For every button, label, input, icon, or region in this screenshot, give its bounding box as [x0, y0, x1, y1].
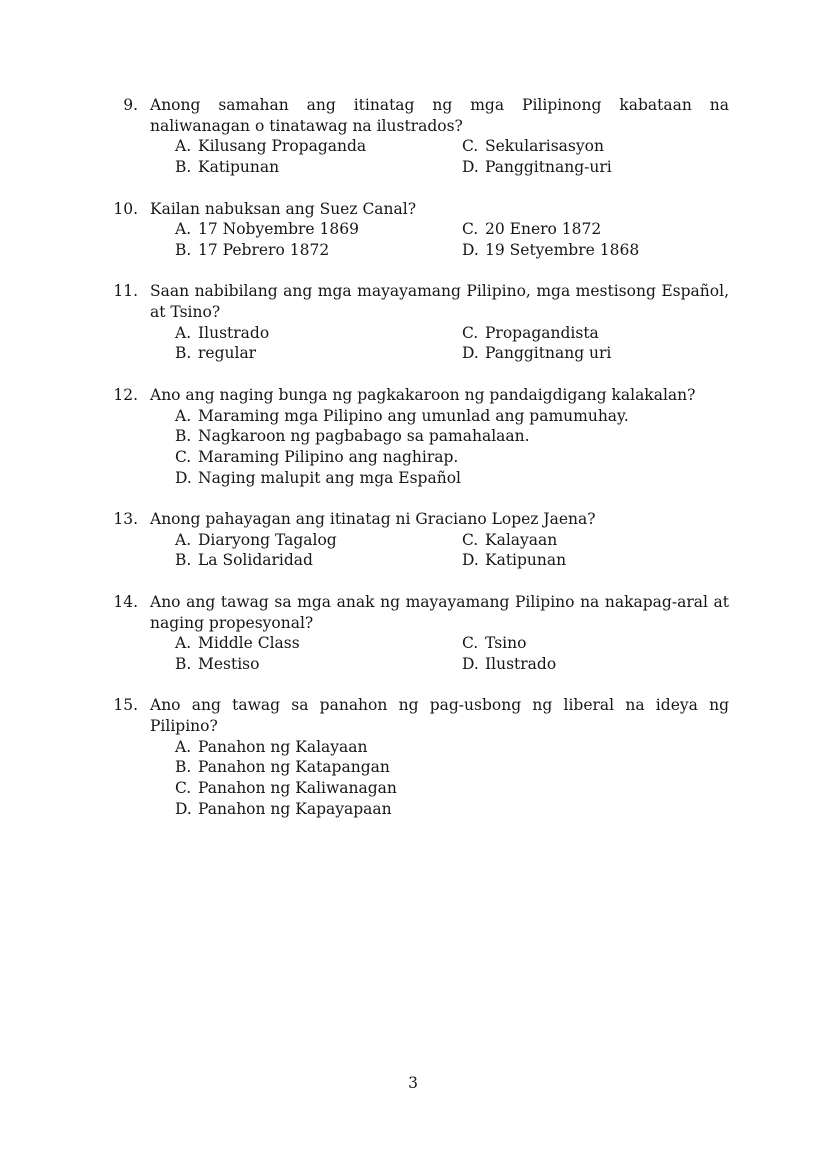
option-letter: A. — [175, 634, 192, 653]
answer-option — [462, 530, 729, 551]
question — [98, 385, 729, 489]
question-number: 14. — [113, 592, 138, 611]
answer-option — [175, 240, 462, 261]
option-list — [175, 633, 729, 674]
question-body — [150, 592, 729, 675]
question-body — [150, 199, 729, 261]
answer-option — [175, 219, 462, 240]
option-letter: C. — [462, 220, 479, 239]
option-text: regular — [198, 344, 257, 363]
answer-option — [175, 530, 462, 551]
option-letter: B. — [175, 344, 192, 363]
question-text: Ano ang naging bunga ng pagkakaroon ng pandaigdigang kalakalan? — [150, 385, 696, 404]
option-text: Maraming mga Pilipino ang umunlad ang pamumuhay. — [198, 406, 629, 425]
question-number: 11. — [113, 282, 138, 301]
option-letter: D. — [175, 799, 192, 818]
page-number: 3 — [408, 1074, 418, 1092]
option-text: Propagandista — [485, 323, 599, 342]
answer-option — [175, 550, 462, 571]
option-text: La Solidaridad — [198, 551, 313, 570]
question-body — [150, 695, 729, 819]
question-number: 10. — [113, 199, 138, 218]
answer-option — [175, 633, 462, 654]
answer-option — [175, 426, 729, 447]
option-text: Kalayaan — [485, 530, 558, 549]
option-text: Sekularisasyon — [485, 137, 604, 156]
option-text: Panahon ng Kalayaan — [198, 737, 368, 756]
option-text: Nagkaroon ng pagbabago sa pamahalaan. — [198, 427, 530, 446]
option-text: Middle Class — [198, 634, 300, 653]
option-text: Mestiso — [198, 654, 260, 673]
option-letter: B. — [175, 551, 192, 570]
question — [98, 281, 729, 364]
answer-option — [175, 157, 462, 178]
option-list — [175, 219, 729, 260]
option-text: Katipunan — [198, 158, 280, 177]
option-text: Ilustrado — [485, 654, 557, 673]
option-letter: C. — [462, 323, 479, 342]
answer-option — [462, 157, 729, 178]
option-text: 17 Nobyembre 1869 — [198, 220, 359, 239]
option-text: Panahon ng Kaliwanagan — [198, 779, 397, 798]
answer-option — [462, 343, 729, 364]
option-letter: B. — [175, 654, 192, 673]
option-text: Naging malupit ang mga Español — [198, 468, 461, 487]
option-text: Panahon ng Kapayapaan — [198, 799, 392, 818]
question-text: Ano ang tawag sa mga anak ng mayayamang Pilipino na nakapag-aral at naging propesyonal? — [150, 592, 729, 632]
option-list — [175, 737, 729, 820]
answer-option — [462, 136, 729, 157]
option-letter: C. — [462, 634, 479, 653]
option-list — [175, 530, 729, 571]
answer-option — [175, 343, 462, 364]
question — [98, 592, 729, 675]
answer-option — [462, 240, 729, 261]
option-list — [175, 136, 729, 177]
question-list — [98, 95, 729, 840]
question-body — [150, 281, 729, 364]
option-letter: C. — [175, 779, 192, 798]
option-letter: A. — [175, 323, 192, 342]
question-number: 12. — [113, 385, 138, 404]
option-text: Katipunan — [485, 551, 567, 570]
option-text: 19 Setyembre 1868 — [485, 240, 640, 259]
answer-option — [462, 323, 729, 344]
question-text: Saan nabibilang ang mga mayayamang Pilipino, mga mestisong Español, at Tsino? — [150, 282, 729, 321]
question-text: Anong samahan ang itinatag ng mga Pilipinong kabataan na naliwanagan o tinatawag na ilustrados? — [150, 96, 729, 135]
answer-option — [175, 447, 729, 468]
answer-option — [175, 136, 462, 157]
option-text: Diaryong Tagalog — [198, 530, 337, 549]
question-number: 13. — [113, 510, 138, 528]
answer-option — [175, 654, 462, 675]
question — [98, 695, 729, 819]
option-letter: A. — [175, 406, 192, 425]
answer-option — [462, 633, 729, 654]
option-list — [175, 323, 729, 364]
answer-option — [462, 550, 729, 571]
option-letter: C. — [175, 447, 192, 466]
option-text: Maraming Pilipino ang naghirap. — [198, 447, 459, 466]
answer-option — [175, 757, 729, 778]
option-list — [175, 406, 729, 489]
option-text: 17 Pebrero 1872 — [198, 240, 330, 259]
option-letter: D. — [462, 158, 479, 177]
question — [98, 199, 729, 261]
option-text: Kilusang Propaganda — [198, 137, 367, 156]
answer-option — [175, 737, 729, 758]
option-letter: B. — [175, 240, 192, 259]
option-letter: A. — [175, 220, 192, 239]
question-text: Anong pahayagan ang itinatag ni Graciano Lopez Jaena? — [150, 510, 596, 528]
option-letter: B. — [175, 758, 192, 777]
question-body — [150, 385, 729, 489]
answer-option — [462, 219, 729, 240]
question-number: 15. — [113, 696, 138, 715]
answer-option — [175, 468, 729, 489]
option-text: Panggitnang-uri — [485, 158, 612, 177]
option-letter: C. — [462, 530, 479, 549]
answer-option — [175, 323, 462, 344]
option-letter: D. — [462, 240, 479, 259]
option-letter: B. — [175, 158, 192, 177]
option-text: 20 Enero 1872 — [485, 220, 602, 239]
option-letter: D. — [462, 551, 479, 570]
option-text: Tsino — [485, 634, 527, 653]
option-letter: D. — [462, 344, 479, 363]
option-text: Ilustrado — [198, 323, 270, 342]
option-text: Panggitnang uri — [485, 344, 612, 363]
question-text: Kailan nabuksan ang Suez Canal? — [150, 199, 417, 218]
answer-option — [175, 778, 729, 799]
question-body — [150, 509, 729, 571]
question — [98, 509, 729, 571]
answer-option — [175, 799, 729, 820]
option-letter: C. — [462, 137, 479, 156]
option-letter: A. — [175, 530, 192, 549]
option-letter: D. — [175, 468, 192, 487]
option-letter: A. — [175, 137, 192, 156]
question — [98, 95, 729, 178]
option-letter: D. — [462, 654, 479, 673]
question-text: Ano ang tawag sa panahon ng pag-usbong ng liberal na ideya ng Pilipino? — [150, 696, 729, 735]
answer-option — [175, 406, 729, 427]
answer-option — [462, 654, 729, 675]
option-letter: A. — [175, 737, 192, 756]
option-text: Panahon ng Katapangan — [198, 758, 390, 777]
option-letter: B. — [175, 427, 192, 446]
question-number: 9. — [123, 96, 138, 114]
question-body — [150, 95, 729, 178]
